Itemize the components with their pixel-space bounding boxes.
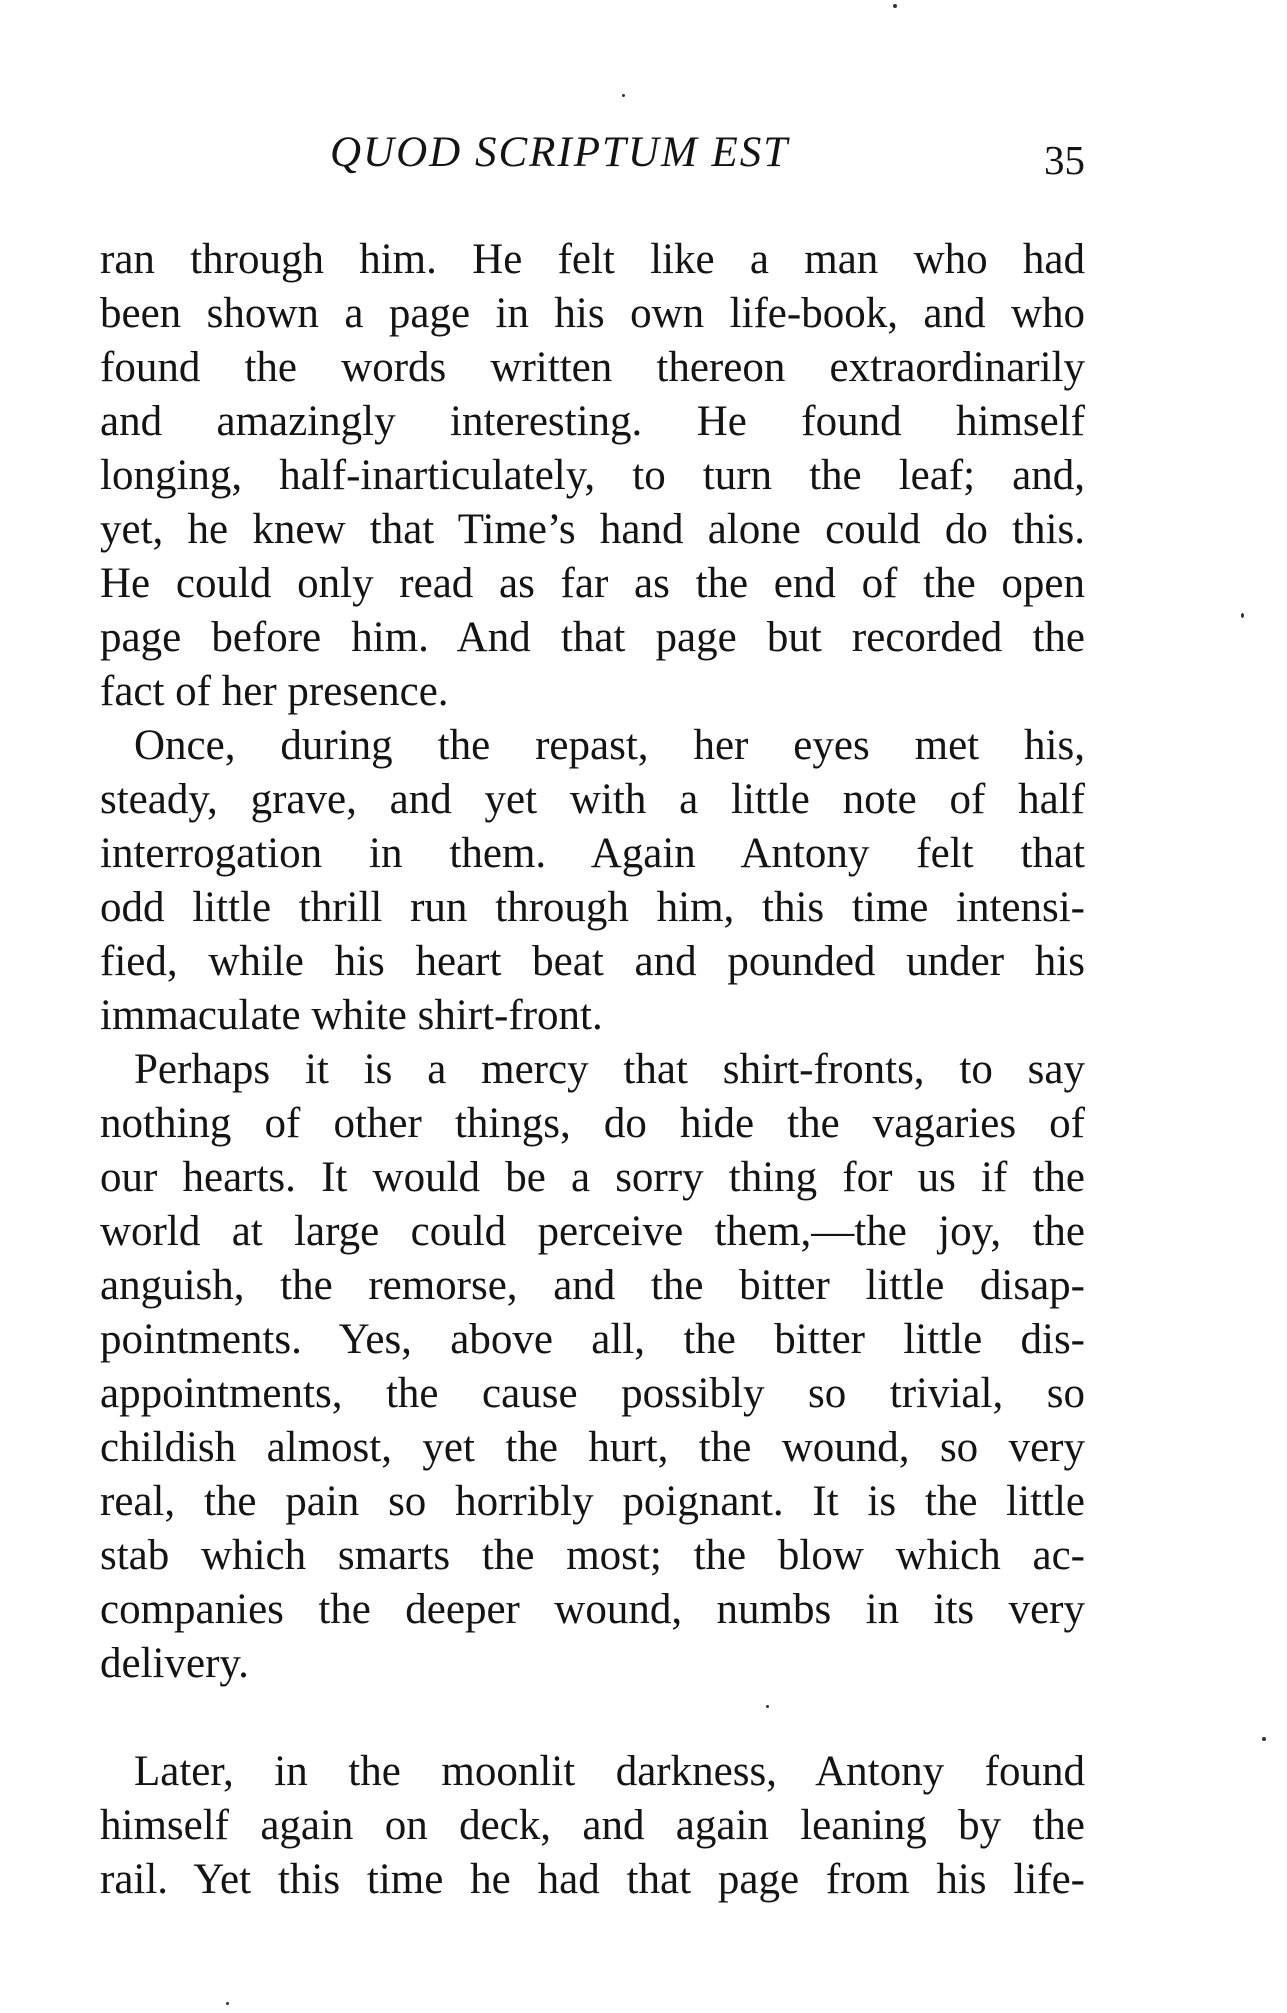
paragraph-2 — [100, 719, 1085, 1043]
text-line: stab which smarts the most; the blow which ac- — [100, 1532, 1085, 1579]
body-text — [100, 233, 1085, 1907]
text-line: Once, during the repast, her eyes met his, — [134, 722, 1085, 769]
text-line: world at large could perceive them,—the joy, the — [100, 1208, 1085, 1255]
text-line: odd little thrill run through him, this time intensi- — [100, 884, 1085, 931]
text-line: longing, half-inarticulately, to turn the leaf; and, — [100, 452, 1085, 499]
print-speck — [1241, 613, 1244, 618]
text-line: companies the deeper wound, numbs in its very — [100, 1586, 1085, 1633]
section-break — [100, 1691, 1085, 1745]
text-line: himself again on deck, and again leaning by the — [100, 1802, 1085, 1849]
text-line: been shown a page in his own life-book, and who — [100, 290, 1085, 337]
text-line: found the words written thereon extraordinarily — [100, 344, 1085, 391]
text-line: appointments, the cause possibly so trivial, so — [100, 1370, 1085, 1417]
text-line: nothing of other things, do hide the vagaries of — [100, 1100, 1085, 1147]
text-line: He could only read as far as the end of the open — [100, 560, 1085, 607]
print-speck — [622, 94, 625, 97]
running-title: QUOD SCRIPTUM EST — [330, 129, 790, 176]
text-line: interrogation in them. Again Antony felt that — [100, 830, 1085, 877]
text-line: Perhaps it is a mercy that shirt-fronts, to say — [134, 1046, 1085, 1093]
paragraph-3 — [100, 1043, 1085, 1691]
text-line: fied, while his heart beat and pounded under his — [100, 938, 1085, 985]
text-line: anguish, the remorse, and the bitter little disap- — [100, 1262, 1085, 1309]
text-line: delivery. — [100, 1640, 249, 1687]
text-line: steady, grave, and yet with a little note of half — [100, 776, 1085, 823]
text-line: ran through him. He felt like a man who had — [100, 236, 1085, 283]
text-line: page before him. And that page but recorded the — [100, 614, 1085, 661]
print-speck — [226, 2002, 229, 2005]
text-line: real, the pain so horribly poignant. It is the little — [100, 1478, 1085, 1525]
text-line: fact of her presence. — [100, 668, 449, 715]
text-line: our hearts. It would be a sorry thing for us if the — [100, 1154, 1085, 1201]
text-line: childish almost, yet the hurt, the wound, so very — [100, 1424, 1085, 1471]
text-line: yet, he knew that Time’s hand alone could do this. — [100, 506, 1085, 553]
text-line: immaculate white shirt-front. — [100, 992, 603, 1039]
print-speck — [766, 1705, 769, 1708]
page-number: 35 — [1044, 137, 1085, 183]
text-line: Later, in the moonlit darkness, Antony found — [134, 1748, 1085, 1795]
print-speck — [1262, 1737, 1266, 1741]
paragraph-1 — [100, 233, 1085, 719]
print-speck — [893, 4, 897, 8]
paragraph-4 — [100, 1745, 1085, 1907]
text-line: rail. Yet this time he had that page from his life- — [100, 1856, 1085, 1903]
running-head — [100, 128, 1085, 188]
text-line: and amazingly interesting. He found himself — [100, 398, 1085, 445]
text-line: pointments. Yes, above all, the bitter little dis- — [100, 1316, 1085, 1363]
